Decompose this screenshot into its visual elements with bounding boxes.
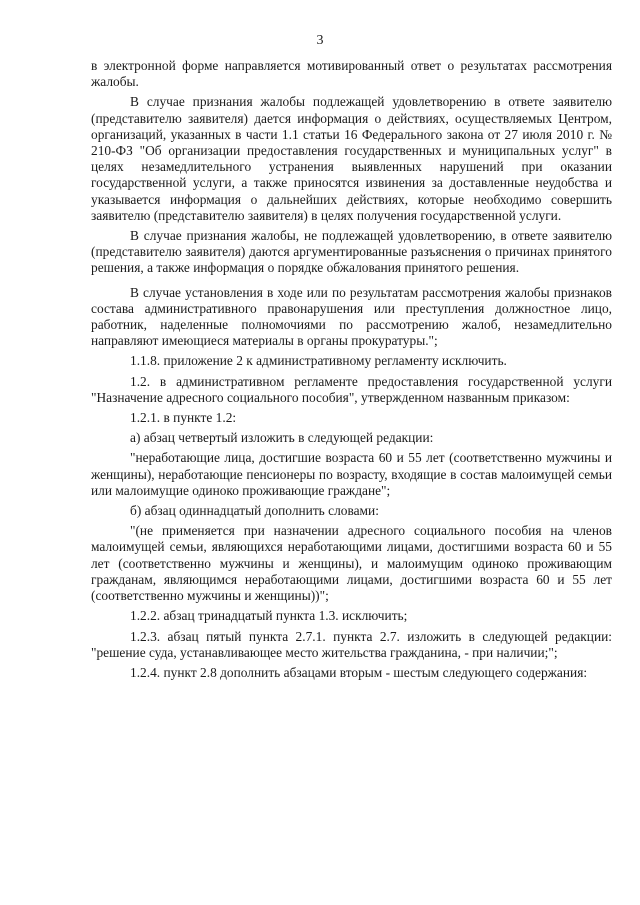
paragraph: В случае признания жалобы подлежащей удовлетворению в ответе заявителю (представителю заявителя) дается информация о действиях, осуществляемых Центром, организаций, указанных в части 1.1 статьи 16 Федерального закона от 27 июля 2010 г. № 210-ФЗ "Об организации предоставления государственных и муниципальных услуг" в целях незамедлительного устранения выявленных нарушений при оказании государственной услуги, а также приносятся извинения за доставленные неудобства и указывается информация о дальнейших действиях, которые необходимо совершить заявителю (представителю заявителя) в целях получения государственной услуги. [91, 94, 612, 223]
document-body [91, 58, 612, 681]
paragraph: 1.2. в административном регламенте предоставления государственной услуги "Назначение адресного социального пособия", утвержденном названным приказом: [91, 373, 612, 405]
paragraph: "(не применяется при назначении адресного социального пособия на членов малоимущей семьи, являющихся неработающими лицами, достигшими возраста 60 и 55 лет (соответственно мужчины и женщины), и малоимущим одиноко проживающим гражданам, являющимся неработающими лицами, достигшими возраста 60 и 55 лет (соответственно мужчины и женщины))"; [91, 523, 612, 604]
paragraph: 1.2.2. абзац тринадцатый пункта 1.3. исключить; [130, 608, 408, 624]
page-number: 3 [316, 33, 324, 48]
paragraph: 1.1.8. приложение 2 к административному регламенту исключить. [130, 353, 507, 369]
paragraph: 1.2.1. в пункте 1.2: [130, 410, 237, 426]
paragraph: 1.2.3. абзац пятый пункта 2.7.1. пункта 2.7. изложить в следующей редакции: "решение суда, устанавливающее место жительства гражданина, - при наличии;"; [91, 628, 612, 660]
paragraph: 1.2.4. пункт 2.8 дополнить абзацами вторым - шестым следующего содержания: [130, 664, 588, 680]
paragraph: а) абзац четвертый изложить в следующей редакции: [130, 430, 434, 446]
paragraph: в электронной форме направляется мотивированный ответ о результатах рассмотрения жалобы. [91, 58, 612, 90]
paragraph: В случае признания жалобы, не подлежащей удовлетворению, в ответе заявителю (представителю заявителя) даются аргументированные разъяснения о причинах принятого решения, а также информация о порядке обжалования принятого решения. [91, 228, 612, 276]
paragraph: б) абзац одиннадцатый дополнить словами: [130, 503, 379, 519]
paragraph: В случае установления в ходе или по результатам рассмотрения жалобы признаков состава административного правонарушения или преступления должностное лицо, работник, наделенные полномочиями по рассмотрению жалоб, незамедлительно направляют имеющиеся материалы в органы прокуратуры."; [91, 284, 612, 349]
paragraph: "неработающие лица, достигшие возраста 60 и 55 лет (соответственно мужчины и женщины), неработающие пенсионеры по возрасту, входящие в состав малоимущей семьи или малоимущие одиноко проживающие граждане"; [91, 450, 612, 498]
